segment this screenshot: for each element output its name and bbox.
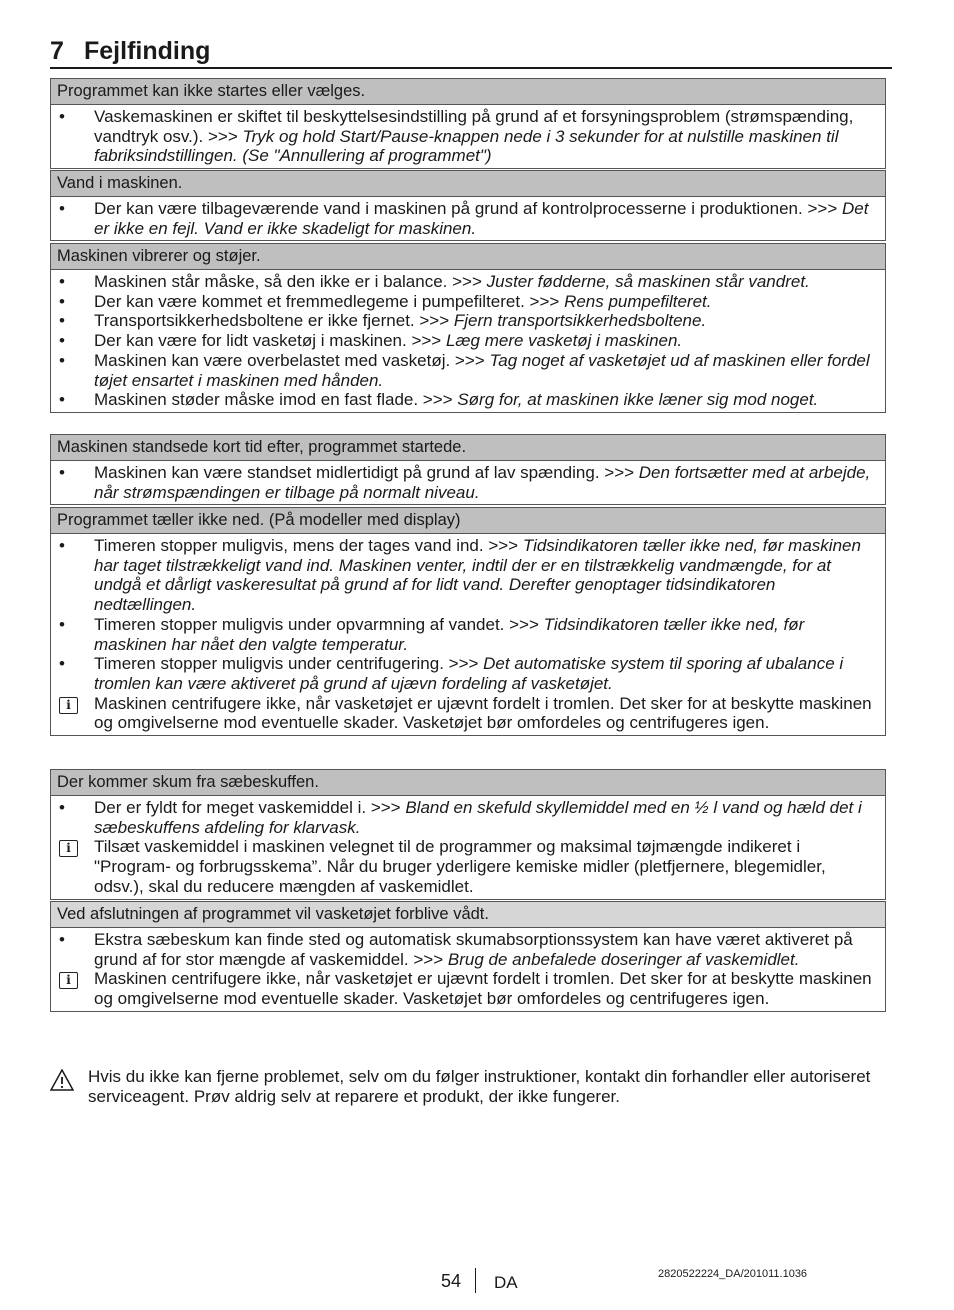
section-header: Der kommer skum fra sæbeskuffen.: [51, 770, 885, 796]
bullet-icon: •: [59, 930, 65, 949]
item-action: Tag noget af vasketøjet ud af maskinen eller fordel tøjet ensartet i maskinen med hånden.: [94, 350, 870, 390]
info-icon: i: [59, 697, 78, 714]
list-item: [57, 272, 877, 292]
bullet-icon: •: [59, 390, 65, 410]
section-body: [51, 270, 885, 412]
troubleshoot-section: [50, 243, 886, 413]
troubleshoot-section: [50, 434, 886, 505]
section-header: Ved afslutningen af programmet vil vasketøjet forblive vådt.: [51, 902, 885, 928]
info-note: [57, 969, 877, 1008]
item-text: Vaskemaskinen er skiftet til beskyttelsesindstilling på grund af et forsyningsproblem (strømspænding, vandtryk osv.). >>>: [94, 107, 854, 146]
list-item: [57, 199, 877, 238]
info-note: [57, 694, 877, 733]
item-text: Der kan være for lidt vasketøj i maskinen. >>>: [94, 331, 446, 351]
bullet-icon: •: [59, 536, 65, 555]
section-header: Maskinen standsede kort tid efter, programmet startede.: [51, 435, 885, 461]
item-text: Der kan være kommet et fremmedlegeme i pumpefilteret. >>>: [94, 291, 565, 311]
item-text: Der er fyldt for meget vaskemiddel i. >>>: [94, 798, 406, 817]
warning-triangle-icon: [50, 1069, 74, 1091]
item-action: Fjern transportsikkerhedsboltene.: [453, 311, 707, 331]
item-action: Brug de anbefalede doseringer af vaskemidlet.: [447, 949, 800, 969]
section-header: Vand i maskinen.: [51, 171, 885, 197]
bullet-icon: •: [59, 654, 65, 674]
item-text: Maskinen centrifugere ikke, når vasketøjet er ujævnt fordelt i tromlen. Det sker for at beskytte maskinen og omgivelserne mod eventuelle skader. Vasketøjet bør omfordeles og centrifugeres igen.: [94, 693, 872, 733]
list-item: [57, 292, 877, 312]
section-header: Maskinen vibrerer og støjer.: [51, 244, 885, 270]
info-note: [57, 837, 877, 896]
item-action: Rens pumpefilteret.: [564, 291, 712, 311]
list-item: [57, 654, 877, 693]
item-action: Det automatiske system til sporing af ubalance i tromlen kan være aktiveret på grund af ujævn fordeling af vasketøjet.: [94, 654, 844, 693]
item-text: Der kan være tilbageværende vand i maskinen på grund af kontrolprocesserne i produktionen. >>>: [94, 199, 842, 218]
list-item: [57, 390, 877, 410]
bullet-icon: •: [59, 463, 65, 482]
item-action: Den fortsætter med at arbejde, når strømspændingen er tilbage på normalt niveau.: [94, 463, 871, 502]
list-item: [57, 930, 877, 969]
item-action: Læg mere vasketøj i maskinen.: [445, 331, 683, 351]
item-action: Tidsindikatoren tæller ikke ned, før maskinen har taget tilstrækkeligt vand ind. Maskinen venter, indtil der er en tilstrækkelig vandmængde, for at undgå et dårligt vaskeresultat på grund af for lidt vand. Derefter genoptager tidsindikatoren nedtællingen.: [94, 536, 861, 615]
section-header: Programmet tæller ikke ned. (På modeller med display): [51, 508, 885, 534]
warning-note: [50, 1067, 922, 1106]
info-icon: i: [59, 972, 78, 989]
item-action: Sørg for, at maskinen ikke læner sig mod noget.: [457, 390, 819, 410]
item-action: Juster fødderne, så maskinen står vandret.: [486, 272, 810, 291]
item-text: Timeren stopper muligvis under centrifugering. >>>: [94, 654, 484, 674]
item-text: Ekstra sæbeskum kan finde sted og automatisk skumabsorptionssystem kan have været aktiveret på grund af for stor mængde af vaskemiddel. >>>: [94, 930, 853, 969]
list-item: [57, 331, 877, 351]
section-body: [51, 796, 885, 899]
list-item: [57, 463, 877, 502]
list-item: [57, 107, 877, 166]
troubleshoot-section: [50, 769, 886, 900]
section-body: [51, 197, 885, 240]
list-item: [57, 351, 877, 390]
troubleshoot-section: [50, 507, 886, 736]
item-action: Bland en skefuld skyllemiddel med en ½ l vand og hæld det i sæbeskuffens afdeling for klarvask.: [94, 798, 862, 837]
list-item: [57, 536, 877, 615]
item-text: Maskinen står måske, så den ikke er i balance. >>>: [94, 272, 487, 291]
bullet-icon: •: [59, 798, 65, 817]
list-item: [57, 615, 877, 654]
bullet-icon: •: [59, 311, 65, 331]
section-body: [51, 105, 885, 168]
section-body: [51, 534, 885, 735]
document-code: 2820522224_DA/201011.1036: [658, 1268, 808, 1280]
language-code: DA: [494, 1273, 518, 1292]
bullet-icon: •: [59, 272, 65, 291]
bullet-icon: •: [59, 331, 65, 351]
item-text: Timeren stopper muligvis, mens der tages vand ind. >>>: [94, 536, 523, 555]
item-action: Tryk og hold Start/Pause-knappen nede i 3 sekunder for at nulstille maskinen til fabriksindstillingen. (Se "Annullering af programmet"): [94, 126, 839, 166]
page-number: 54: [441, 1271, 462, 1291]
section-body: [51, 928, 885, 1011]
info-icon: i: [59, 840, 78, 857]
warning-text: Hvis du ikke kan fjerne problemet, selv om du følger instruktioner, kontakt din forhandler eller autoriseret serviceagent. Prøv aldrig selv at reparere et produkt, der ikke fungerer.: [88, 1067, 871, 1106]
item-text: Transportsikkerhedsboltene er ikke fjernet. >>>: [94, 311, 454, 331]
section-number: 7: [50, 37, 64, 65]
bullet-icon: •: [59, 107, 65, 126]
item-text: Maskinen centrifugere ikke, når vasketøjet er ujævnt fordelt i tromlen. Det sker for at beskytte maskinen og omgivelserne mod eventuelle skader. Vasketøjet bør omfordeles og centrifugeres igen.: [94, 969, 872, 1009]
section-header: Programmet kan ikke startes eller vælges.: [51, 79, 885, 105]
item-action: Tidsindikatoren tæller ikke ned, før maskinen har nået den valgte temperatur.: [94, 614, 805, 654]
item-text: Tilsæt vaskemiddel i maskinen velegnet til de programmer og maksimal tøjmængde indikeret i "Program- og forbrugsskema”. Når du bruger yderligere kemiske midler (pletfjernere, blegemidler, odsv.), skal du reducere mængden af vaskemidlet.: [94, 837, 826, 896]
item-text: Timeren stopper muligvis under opvarmning af vandet. >>>: [94, 614, 544, 634]
section-body: [51, 461, 885, 504]
page-title: [50, 36, 892, 69]
bullet-icon: •: [59, 614, 65, 634]
bullet-icon: •: [59, 199, 65, 218]
section-title: Fejlfinding: [84, 37, 211, 65]
item-text: Maskinen kan være standset midlertidigt på grund af lav spænding. >>>: [94, 463, 639, 482]
bullet-icon: •: [59, 350, 65, 370]
page-divider: [475, 1268, 476, 1293]
troubleshoot-section: [50, 170, 886, 241]
item-text: Maskinen kan være overbelastet med vasketøj. >>>: [94, 350, 490, 370]
troubleshoot-section: [50, 78, 886, 169]
list-item: [57, 311, 877, 331]
troubleshoot-section: [50, 901, 886, 1012]
list-item: [57, 798, 877, 837]
bullet-icon: •: [59, 291, 65, 311]
item-text: Maskinen støder måske imod en fast flade. >>>: [94, 390, 458, 410]
item-action: Det er ikke en fejl. Vand er ikke skadeligt for maskinen.: [94, 199, 869, 238]
